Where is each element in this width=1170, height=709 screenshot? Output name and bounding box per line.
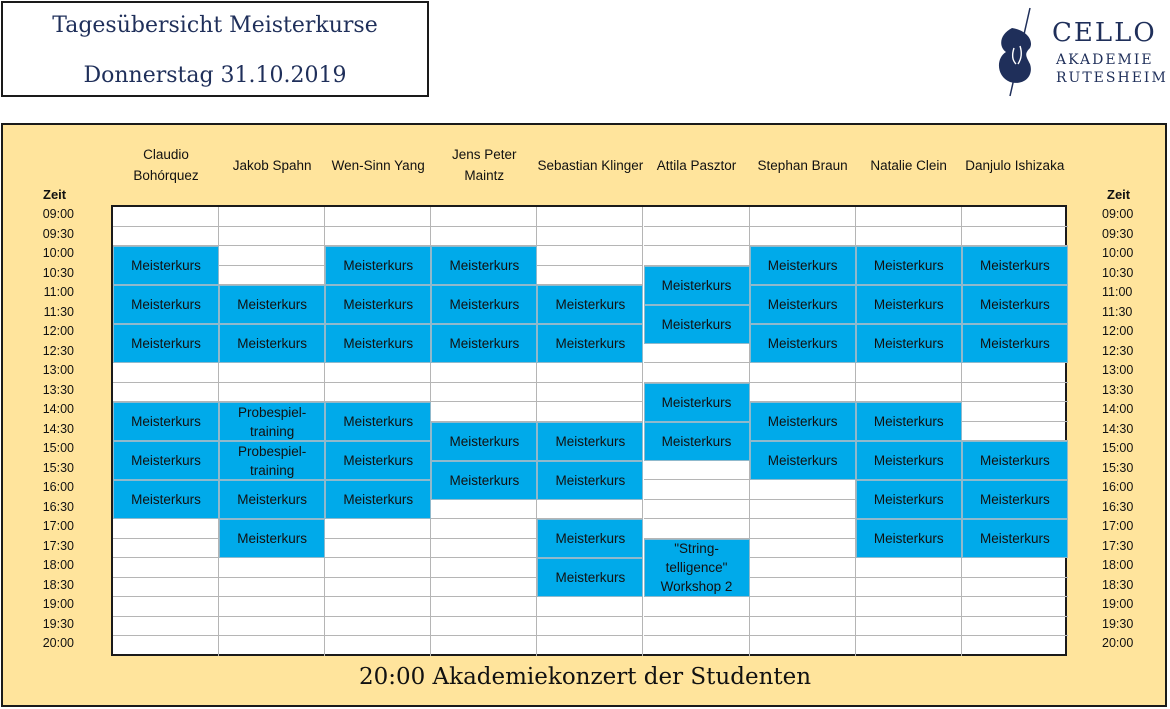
zeit-label-right: Zeit xyxy=(1107,187,1131,202)
grid-cell xyxy=(219,227,325,247)
instructor-header: Danjulo Ishizaka xyxy=(965,157,1065,173)
session-block: Meisterkurs xyxy=(750,324,856,363)
grid-cell xyxy=(537,207,643,227)
session-block: Meisterkurs xyxy=(750,402,856,441)
instructor-header: Stephan Braun xyxy=(757,157,848,173)
time-label: 11:00 xyxy=(43,285,74,299)
session-block: Meisterkurs xyxy=(962,324,1068,363)
time-label: 17:30 xyxy=(1102,538,1134,553)
time-label: 17:00 xyxy=(1102,519,1134,533)
session-block: Probespiel-training xyxy=(219,402,325,441)
grid-cell xyxy=(750,227,856,247)
instructor-header: Attila Pasztor xyxy=(656,157,737,173)
grid-cell xyxy=(325,597,431,617)
grid-cell xyxy=(644,500,750,520)
grid-cell xyxy=(113,363,219,383)
session-block: Meisterkurs xyxy=(856,480,962,519)
session-block: Meisterkurs xyxy=(537,324,643,363)
grid-cell xyxy=(962,383,1068,403)
cello-icon xyxy=(990,6,1050,98)
session-block: Meisterkurs xyxy=(537,285,643,324)
logo-word-cello: CELLO xyxy=(1052,18,1157,48)
time-label: 10:30 xyxy=(42,265,74,280)
grid-cell xyxy=(219,636,325,656)
session-block: Meisterkurs xyxy=(962,285,1068,324)
grid-cell xyxy=(962,636,1068,656)
time-label: 16:00 xyxy=(42,480,74,494)
session-block: Meisterkurs xyxy=(537,519,643,558)
time-label: 15:30 xyxy=(42,460,74,475)
grid-cell xyxy=(750,558,856,578)
time-label: 13:30 xyxy=(1102,382,1134,397)
time-label: 11:00 xyxy=(1102,285,1133,299)
session-block: Meisterkurs xyxy=(113,441,219,480)
grid-cell xyxy=(113,519,219,539)
time-label: 15:30 xyxy=(1102,460,1134,475)
grid-cell xyxy=(750,578,856,598)
grid-cell xyxy=(431,207,537,227)
session-block: Meisterkurs xyxy=(644,305,750,344)
logo-word-akademie: AKADEMIE xyxy=(1056,52,1154,68)
grid-cell xyxy=(325,227,431,247)
time-label: 10:00 xyxy=(42,246,74,260)
session-block: Meisterkurs xyxy=(962,441,1068,480)
grid-cell xyxy=(219,207,325,227)
zeit-label-left: Zeit xyxy=(43,187,67,202)
grid-cell xyxy=(537,363,643,383)
grid-cell xyxy=(325,383,431,403)
academy-logo xyxy=(990,6,1168,98)
grid-cell xyxy=(750,363,856,383)
session-block: "String-telligence" Workshop 2 xyxy=(644,539,750,598)
session-block: Meisterkurs xyxy=(431,461,537,500)
session-block: Meisterkurs xyxy=(644,383,750,422)
session-block: Meisterkurs xyxy=(856,441,962,480)
grid-cell xyxy=(431,597,537,617)
time-label: 16:00 xyxy=(1102,480,1134,494)
grid-cell xyxy=(750,617,856,637)
time-label: 19:30 xyxy=(42,616,74,631)
time-label: 09:30 xyxy=(1102,226,1134,241)
grid-cell xyxy=(431,617,537,637)
grid-cell xyxy=(537,500,643,520)
grid-cell xyxy=(431,402,537,422)
grid-cell xyxy=(962,207,1068,227)
time-label: 09:00 xyxy=(1102,207,1134,221)
session-block: Meisterkurs xyxy=(325,441,431,480)
grid-cell xyxy=(962,227,1068,247)
grid-cell xyxy=(431,558,537,578)
grid-cell xyxy=(644,597,750,617)
time-label: 10:30 xyxy=(1102,265,1134,280)
time-label: 15:00 xyxy=(42,441,74,455)
time-label: 12:00 xyxy=(42,324,74,338)
grid-cell xyxy=(219,363,325,383)
instructor-header: Jakob Spahn xyxy=(232,157,312,173)
grid-cell xyxy=(113,617,219,637)
time-label: 14:30 xyxy=(1102,421,1134,436)
session-block: Meisterkurs xyxy=(219,324,325,363)
time-label: 17:30 xyxy=(42,538,74,553)
time-label: 11:30 xyxy=(43,304,74,319)
grid-cell xyxy=(219,266,325,286)
grid-cell xyxy=(431,500,537,520)
grid-cell xyxy=(856,558,962,578)
time-label: 19:30 xyxy=(1102,616,1134,631)
session-block: Meisterkurs xyxy=(325,285,431,324)
session-block: Meisterkurs xyxy=(113,324,219,363)
time-label: 13:30 xyxy=(42,382,74,397)
session-block: Meisterkurs xyxy=(856,519,962,558)
page-date: Donnerstag 31.10.2019 xyxy=(83,63,347,88)
grid-cell xyxy=(219,597,325,617)
grid-cell xyxy=(856,227,962,247)
time-label: 20:00 xyxy=(42,636,74,650)
schedule-grid xyxy=(111,205,1067,656)
time-label: 16:30 xyxy=(42,499,74,514)
session-block: Meisterkurs xyxy=(537,422,643,461)
grid-cell xyxy=(113,383,219,403)
session-block: Meisterkurs xyxy=(113,480,219,519)
grid-cell xyxy=(962,422,1068,442)
grid-cell xyxy=(644,636,750,656)
session-block: Meisterkurs xyxy=(219,519,325,558)
title-box xyxy=(1,1,429,97)
session-block: Meisterkurs xyxy=(750,246,856,285)
grid-cell xyxy=(113,207,219,227)
time-label: 10:00 xyxy=(1102,246,1134,260)
grid-cell xyxy=(962,558,1068,578)
instructor-header: Claudio Bohórquez xyxy=(133,147,199,183)
session-block: Meisterkurs xyxy=(856,285,962,324)
logo-word-rutesheim: RUTESHEIM xyxy=(1056,70,1168,86)
grid-cell xyxy=(537,266,643,286)
grid-cell xyxy=(431,383,537,403)
session-block: Meisterkurs xyxy=(325,402,431,441)
instructor-header: Sebastian Klinger xyxy=(537,157,644,173)
grid-cell xyxy=(962,402,1068,422)
page-title: Tagesübersicht Meisterkurse xyxy=(52,13,378,38)
time-label: 18:30 xyxy=(1102,577,1134,592)
session-block: Meisterkurs xyxy=(431,285,537,324)
grid-cell xyxy=(856,617,962,637)
time-label: 19:00 xyxy=(1102,597,1134,611)
time-label: 12:30 xyxy=(42,343,74,358)
grid-cell xyxy=(962,578,1068,598)
grid-cell xyxy=(219,246,325,266)
grid-cell xyxy=(962,597,1068,617)
grid-cell xyxy=(431,519,537,539)
time-label: 14:00 xyxy=(42,402,74,416)
session-block: Meisterkurs xyxy=(325,480,431,519)
grid-cell xyxy=(219,383,325,403)
session-block: Meisterkurs xyxy=(856,402,962,441)
grid-cell xyxy=(537,227,643,247)
grid-cell xyxy=(644,207,750,227)
session-block: Meisterkurs xyxy=(113,246,219,285)
grid-cell xyxy=(856,383,962,403)
session-block: Meisterkurs xyxy=(325,324,431,363)
grid-cell xyxy=(113,578,219,598)
session-block: Meisterkurs xyxy=(856,324,962,363)
time-label: 12:00 xyxy=(1102,324,1134,338)
footer-concert-note: 20:00 Akademiekonzert der Studenten xyxy=(358,664,812,690)
grid-cell xyxy=(537,597,643,617)
grid-cell xyxy=(113,597,219,617)
grid-cell xyxy=(644,461,750,481)
session-block: Meisterkurs xyxy=(750,285,856,324)
time-label: 11:30 xyxy=(1102,304,1133,319)
grid-cell xyxy=(325,617,431,637)
instructor-header: Natalie Clein xyxy=(870,157,947,173)
grid-cell xyxy=(537,617,643,637)
session-block: Meisterkurs xyxy=(219,480,325,519)
grid-cell xyxy=(644,519,750,539)
grid-cell xyxy=(750,480,856,500)
grid-cell xyxy=(431,636,537,656)
time-label: 17:00 xyxy=(42,519,74,533)
time-label: 19:00 xyxy=(42,597,74,611)
time-label: 13:00 xyxy=(1102,363,1134,377)
grid-cell xyxy=(644,227,750,247)
session-block: Meisterkurs xyxy=(962,246,1068,285)
session-block: Meisterkurs xyxy=(431,422,537,461)
grid-cell xyxy=(644,480,750,500)
session-block: Meisterkurs xyxy=(644,266,750,305)
grid-cell xyxy=(644,617,750,637)
grid-cell xyxy=(750,383,856,403)
grid-cell xyxy=(644,344,750,364)
grid-cell xyxy=(750,519,856,539)
time-label: 15:00 xyxy=(1102,441,1134,455)
grid-cell xyxy=(537,383,643,403)
session-block: Meisterkurs xyxy=(431,324,537,363)
session-block: Meisterkurs xyxy=(325,246,431,285)
grid-cell xyxy=(325,519,431,539)
session-block: Meisterkurs xyxy=(856,246,962,285)
session-block: Probespiel-training xyxy=(219,441,325,480)
time-label: 09:00 xyxy=(42,207,74,221)
grid-cell xyxy=(962,363,1068,383)
time-label: 09:30 xyxy=(42,226,74,241)
grid-cell xyxy=(856,597,962,617)
grid-cell xyxy=(219,578,325,598)
grid-cell xyxy=(856,363,962,383)
grid-cell xyxy=(856,207,962,227)
grid-cell xyxy=(431,578,537,598)
grid-cell xyxy=(750,207,856,227)
session-block: Meisterkurs xyxy=(962,519,1068,558)
grid-cell xyxy=(431,227,537,247)
grid-cell xyxy=(325,363,431,383)
session-block: Meisterkurs xyxy=(431,246,537,285)
grid-cell xyxy=(431,539,537,559)
grid-cell xyxy=(856,578,962,598)
time-label: 18:00 xyxy=(1102,558,1134,572)
grid-cell xyxy=(644,363,750,383)
grid-cell xyxy=(750,597,856,617)
grid-cell xyxy=(750,636,856,656)
grid-cell xyxy=(750,500,856,520)
grid-cell xyxy=(537,246,643,266)
session-block: Meisterkurs xyxy=(219,285,325,324)
grid-cell xyxy=(113,227,219,247)
grid-cell xyxy=(644,246,750,266)
grid-cell xyxy=(113,539,219,559)
time-label: 18:00 xyxy=(42,558,74,572)
grid-cell xyxy=(113,558,219,578)
grid-cell xyxy=(325,539,431,559)
grid-cell xyxy=(325,636,431,656)
time-label: 16:30 xyxy=(1102,499,1134,514)
time-label: 18:30 xyxy=(42,577,74,592)
grid-cell xyxy=(219,617,325,637)
session-block: Meisterkurs xyxy=(537,461,643,500)
grid-cell xyxy=(325,578,431,598)
grid-cell xyxy=(537,402,643,422)
grid-cell xyxy=(856,636,962,656)
grid-cell xyxy=(750,539,856,559)
grid-cell xyxy=(431,363,537,383)
grid-cell xyxy=(325,207,431,227)
grid-cell xyxy=(962,617,1068,637)
time-label: 12:30 xyxy=(1102,343,1134,358)
time-label: 14:00 xyxy=(1102,402,1134,416)
session-block: Meisterkurs xyxy=(962,480,1068,519)
time-label: 14:30 xyxy=(42,421,74,436)
grid-cell xyxy=(537,636,643,656)
instructor-header: Jens Peter Maintz xyxy=(452,147,517,183)
session-block: Meisterkurs xyxy=(644,422,750,461)
session-block: Meisterkurs xyxy=(113,285,219,324)
session-block: Meisterkurs xyxy=(537,558,643,597)
grid-cell xyxy=(325,558,431,578)
time-label: 13:00 xyxy=(42,363,74,377)
instructor-header: Wen-Sinn Yang xyxy=(331,157,425,173)
time-label: 20:00 xyxy=(1102,636,1134,650)
grid-cell xyxy=(113,636,219,656)
session-block: Meisterkurs xyxy=(113,402,219,441)
grid-cell xyxy=(219,558,325,578)
session-block: Meisterkurs xyxy=(750,441,856,480)
